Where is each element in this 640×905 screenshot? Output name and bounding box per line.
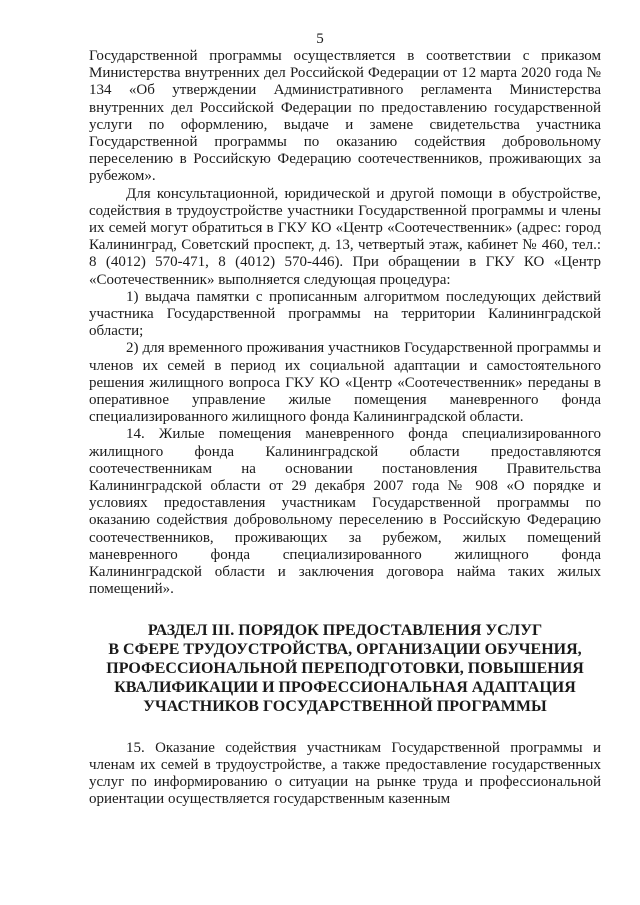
section-heading [89,621,601,716]
page-number: 5 [316,31,324,47]
section-heading-line: В СФЕРЕ ТРУДОУСТРОЙСТВА, ОРГАНИЗАЦИИ ОБУЧЕНИЯ, [108,640,582,658]
section-heading-line: РАЗДЕЛ III. ПОРЯДОК ПРЕДОСТАВЛЕНИЯ УСЛУГ [147,621,543,639]
section-heading-line: КВАЛИФИКАЦИИ И ПРОФЕССИОНАЛЬНАЯ АДАПТАЦИЯ [114,678,576,696]
section-heading-line: УЧАСТНИКОВ ГОСУДАРСТВЕННОЙ ПРОГРАММЫ [143,697,547,715]
section-heading-line: ПРОФЕССИОНАЛЬНОЙ ПЕРЕПОДГОТОВКИ, ПОВЫШЕНИЯ [106,659,584,677]
document-body [89,48,601,808]
paragraph-continuation: Государственной программы осуществляется в соответствии с приказом Министерства внутренних дел Российской Федерации от 12 марта 2020 года № 134 «Об утверждении Административного регламента Министерства внутренних дел Российской Федерации по предоставлению государственной услуги по оформлению, выдаче и замене свидетельства участника Государственной программы по оказанию содействия добровольному переселению в Российскую Федерацию соотечественников, проживающих за рубежом». [89,48,601,185]
paragraph-15: 15. Оказание содействия участникам Государственной программы и членам их семей в трудоустройстве, а также предоставление государственных услуг по информированию о ситуации на рынке труда и профессиональной ориентации осуществляется государственным казенным [89,739,601,808]
paragraph-14: 14. Жилые помещения маневренного фонда специализированного жилищного фонда Калининградской области предоставляются соотечественникам на основании постановления Правительства Калининградской области от 29 декабря 2007 года № 908 «О порядке и условиях предоставления участникам Государственной программы по оказанию содействия добровольному переселению в Российскую Федерацию соотечественников, проживающих за рубежом, жилых помещений маневренного фонда специализированного жилищного фонда Калининградской области и заключения договора найма таких жилых помещений». [89,426,601,598]
paragraph-assistance: Для консультационной, юридической и другой помощи в обустройстве, содействия в трудоустройстве участники Государственной программы и члены их семей могут обратиться в ГКУ КО «Центр «Соотечественник» (адрес: город Калининград, Советский проспект, д. 13, четвертый этаж, кабинет № 460, тел.: 8 (4012) 570-471, 8 (4012) 570-446). При обращении в ГКУ КО «Центр «Соотечественник» выполняется следующая процедура: [89,185,601,288]
paragraph-item-1: 1) выдача памятки с прописанным алгоритмом последующих действий участника Государственной программы на территории Калининградской области; [89,288,601,340]
paragraph-item-2: 2) для временного проживания участников Государственной программы и членов их семей в период их социальной адаптации и самостоятельного решения жилищного вопроса ГКУ КО «Центр «Соотечественник» переданы в оперативное управление жилые помещения маневренного фонда специализированного жилищного фонда Калининградской области. [89,340,601,426]
